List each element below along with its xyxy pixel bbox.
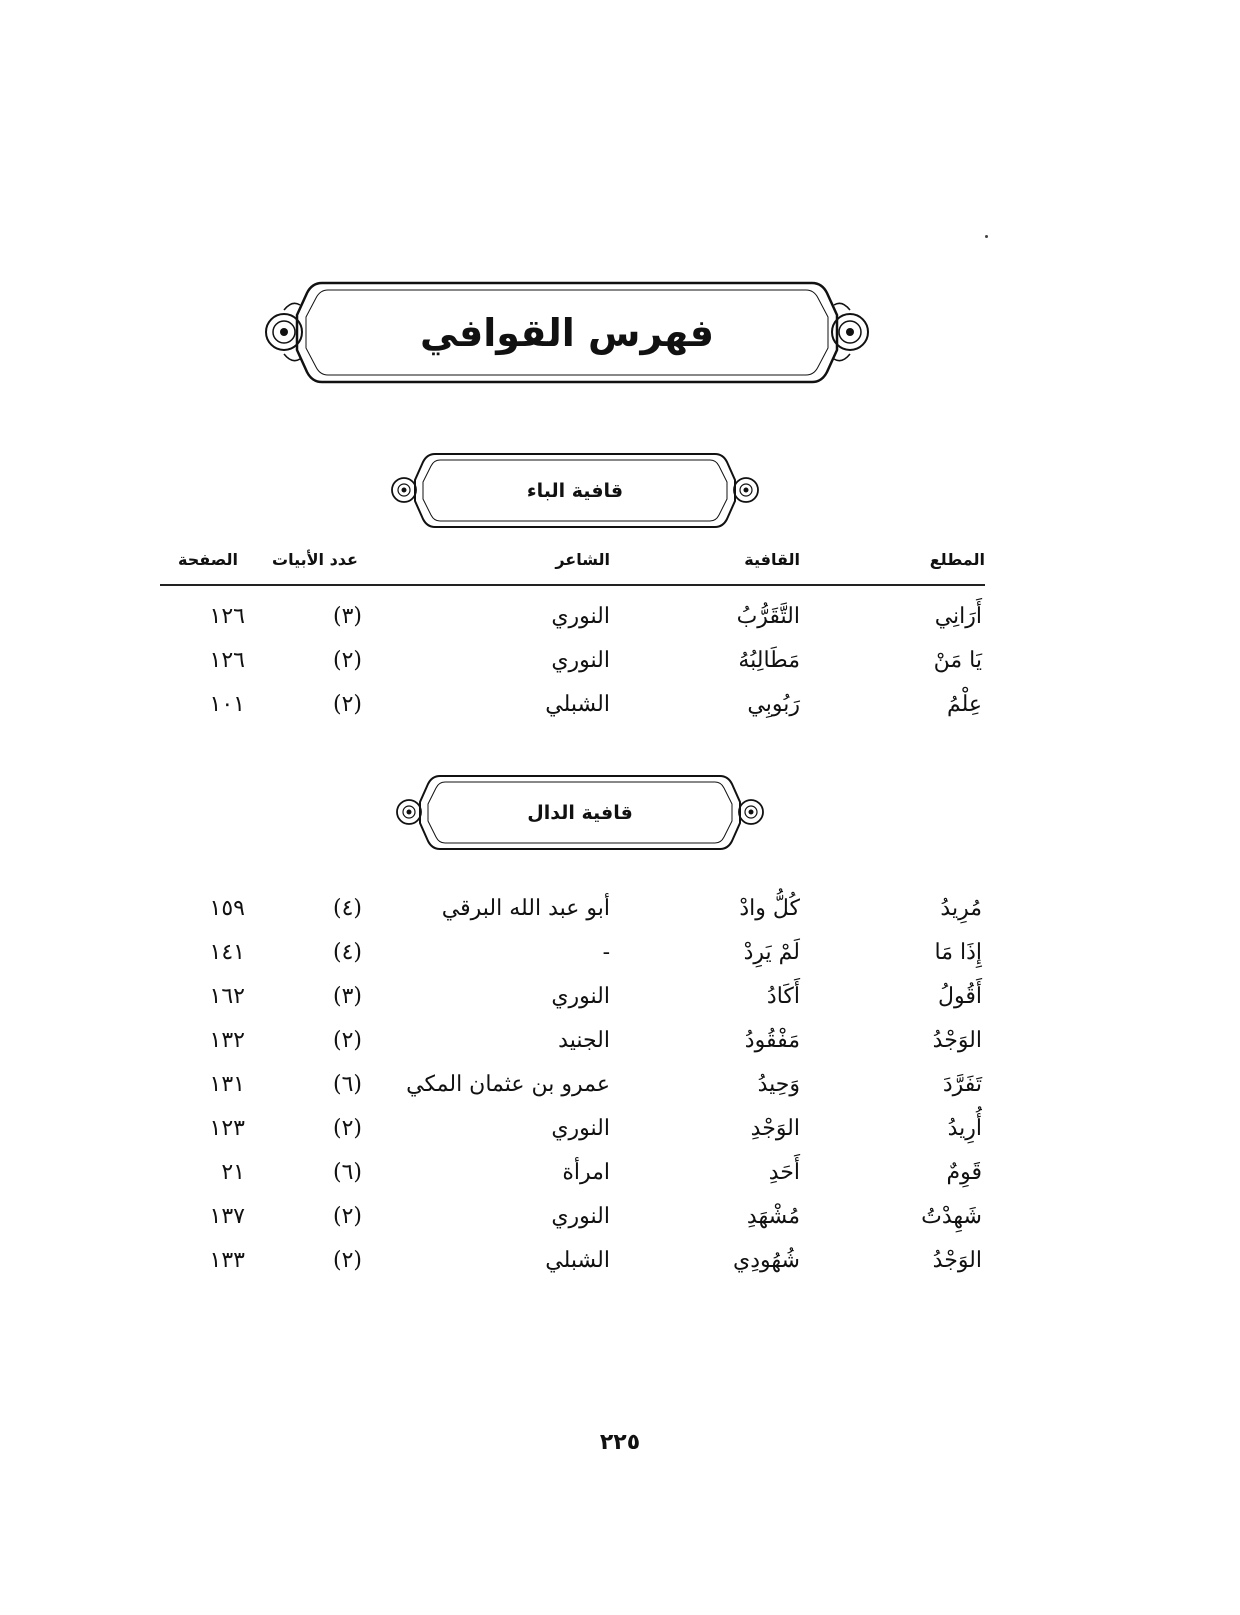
poet-cell: النوري bbox=[551, 604, 610, 629]
qafia-cell: الوَجْدِ bbox=[750, 1116, 800, 1141]
page-cell: ١٢٣ bbox=[209, 1116, 245, 1141]
page-cell: ١٣٣ bbox=[209, 1248, 245, 1273]
title-frame bbox=[262, 275, 872, 390]
verse-count-cell: (٤) bbox=[332, 940, 362, 965]
header-matla: المطلع bbox=[929, 550, 985, 569]
qafia-cell: كُلُّ وادْ bbox=[739, 896, 800, 921]
qafia-cell: رَبُوبِي bbox=[747, 692, 800, 717]
poet-cell: الشبلي bbox=[545, 1248, 610, 1273]
header-page: الصفحة bbox=[178, 550, 239, 569]
matla-cell: أُرِيدُ bbox=[947, 1116, 982, 1141]
verse-count-cell: (٤) bbox=[332, 896, 362, 921]
section-frame-ba bbox=[390, 448, 760, 533]
poet-cell: عمرو بن عثمان المكي bbox=[406, 1072, 610, 1097]
qafia-cell: التَّقَرُّبُ bbox=[736, 604, 800, 629]
verse-count-cell: (٢) bbox=[332, 1116, 362, 1141]
matla-cell: إِذَا مَا bbox=[934, 940, 982, 965]
verse-count-cell: (٢) bbox=[332, 648, 362, 673]
matla-cell: عِلْمُ bbox=[946, 692, 982, 717]
poet-cell: امرأة bbox=[562, 1160, 610, 1185]
page-cell: ١٤١ bbox=[209, 940, 245, 965]
speck bbox=[985, 235, 988, 238]
verse-count-cell: (٦) bbox=[332, 1160, 362, 1185]
section-title: قافية الدال bbox=[527, 801, 633, 824]
poet-cell: الجنيد bbox=[558, 1028, 610, 1053]
header-rule bbox=[160, 584, 985, 586]
qafia-cell: مَفْقُودُ bbox=[744, 1028, 800, 1053]
section-title: قافية الباء bbox=[526, 479, 624, 502]
page-cell: ١٢٦ bbox=[209, 604, 245, 629]
poet-cell: أبو عبد الله البرقي bbox=[441, 896, 610, 921]
page-cell: ١٦٢ bbox=[209, 984, 245, 1009]
page-cell: ١٣٧ bbox=[209, 1204, 245, 1229]
header-count: عدد الأبيات bbox=[272, 550, 358, 569]
poet-cell: الشبلي bbox=[545, 692, 610, 717]
qafia-cell: أَحَدِ bbox=[768, 1160, 800, 1185]
page-cell: ١٣١ bbox=[209, 1072, 245, 1097]
matla-cell: تَفَرَّدَ bbox=[942, 1072, 982, 1097]
matla-cell: شَهِدْتُ bbox=[921, 1204, 982, 1229]
qafia-cell: وَحِيدُ bbox=[757, 1072, 800, 1097]
qafia-cell: مُشْهَدِ bbox=[746, 1204, 800, 1229]
matla-cell: يَا مَنْ bbox=[933, 648, 982, 673]
matla-cell: مُرِيدُ bbox=[940, 896, 982, 921]
verse-count-cell: (٢) bbox=[332, 1028, 362, 1053]
verse-count-cell: (٢) bbox=[332, 1204, 362, 1229]
qafia-cell: شُهُودِي bbox=[733, 1248, 800, 1273]
page-cell: ٢١ bbox=[221, 1160, 245, 1185]
verse-count-cell: (٦) bbox=[332, 1072, 362, 1097]
matla-cell: الوَجْدُ bbox=[932, 1248, 982, 1273]
page-cell: ١٣٢ bbox=[209, 1028, 245, 1053]
page-cell: ١٥٩ bbox=[209, 896, 245, 921]
qafia-cell: مَطَالِبُهُ bbox=[738, 648, 800, 673]
page-number: ٢٢٥ bbox=[599, 1430, 641, 1455]
verse-count-cell: (٢) bbox=[332, 692, 362, 717]
verse-count-cell: (٢) bbox=[332, 1248, 362, 1273]
matla-cell: أَرَانِي bbox=[934, 604, 982, 629]
poet-cell: النوري bbox=[551, 648, 610, 673]
matla-cell: الوَجْدُ bbox=[932, 1028, 982, 1053]
matla-cell: قَوِمٌ bbox=[946, 1160, 982, 1185]
page-cell: ١٢٦ bbox=[209, 648, 245, 673]
verse-count-cell: (٣) bbox=[332, 984, 362, 1009]
header-shaer: الشاعر bbox=[555, 550, 610, 569]
page-title: فهرس القوافي bbox=[419, 310, 715, 355]
section-frame-dal bbox=[395, 770, 765, 855]
poet-cell: النوري bbox=[551, 1116, 610, 1141]
poet-cell: - bbox=[602, 940, 610, 965]
verse-count-cell: (٣) bbox=[332, 604, 362, 629]
matla-cell: أَقُولُ bbox=[938, 984, 982, 1009]
qafia-cell: لَمْ يَرِدْ bbox=[743, 940, 800, 965]
header-qafia: القافية bbox=[744, 550, 800, 569]
page-cell: ١٠١ bbox=[209, 692, 245, 717]
poet-cell: النوري bbox=[551, 984, 610, 1009]
qafia-cell: أَكَادُ bbox=[766, 984, 800, 1009]
poet-cell: النوري bbox=[551, 1204, 610, 1229]
